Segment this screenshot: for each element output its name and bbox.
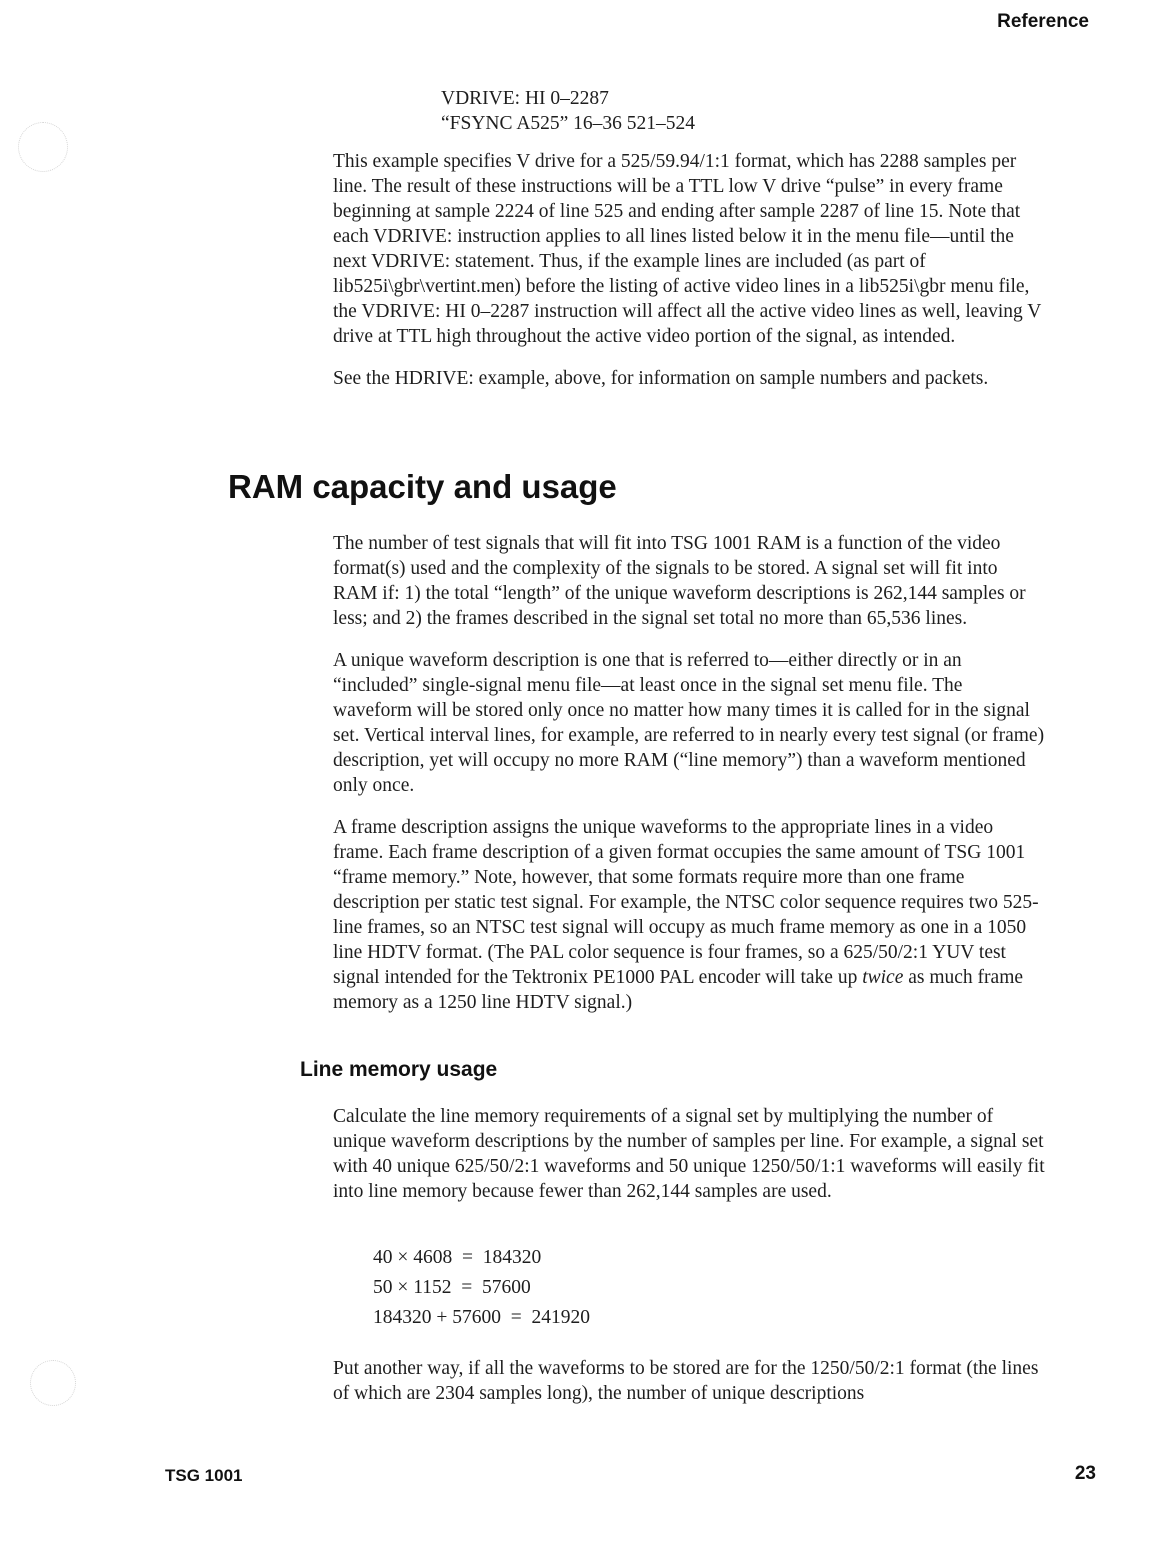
paragraph: A unique waveform description is one that is referred to—either directly or in an “included” single-signal menu file—at least once in the signal set menu file. The waveform will be stored only once no matter how many times it is called for in the signal set. Vertical interval lines, for example, are referred to in nearly every test signal (or frame) description, yet will occupy no more RAM (“line memory”) than a waveform mentioned only once. <box>333 650 1045 796</box>
text-run: as much frame memory as a 1250 line HDTV signal.) <box>333 967 1024 1013</box>
emphasis: twice <box>862 967 904 988</box>
scan-artifact <box>18 122 68 172</box>
code-line: “FSYNC A525” 16–36 521–524 <box>441 113 696 134</box>
code-line: VDRIVE: HI 0–2287 <box>441 88 609 109</box>
paragraph <box>333 815 1045 1015</box>
subsection-text <box>333 1104 1045 1204</box>
subsection-heading: Line memory usage <box>300 1058 498 1081</box>
scan-artifact <box>30 1360 76 1406</box>
code-example <box>441 86 695 136</box>
section-heading: RAM capacity and usage <box>228 468 617 505</box>
footer-product: TSG 1001 <box>165 1466 243 1485</box>
paragraph: Put another way, if all the waveforms to be stored are for the 1250/50/2:1 format (the lines of which are 2304 samples long), the number of unique descriptions <box>333 1358 1039 1404</box>
paragraph: See the HDRIVE: example, above, for information on sample numbers and packets. <box>333 368 989 389</box>
running-header: Reference <box>997 11 1089 32</box>
intro-text <box>333 149 1045 391</box>
paragraph: This example specifies V drive for a 525/59.94/1:1 format, which has 2288 samples per line. The result of these instructions will be a TTL low V drive “pulse” in every frame beginning at sample 2224 of line 525 and ending after sample 2287 of line 15. Note that each VDRIVE: instruction applies to all lines listed below it in the menu file—until the next VDRIVE: statement. Thus, if the example lines are included (as part of lib525i\gbr\vertint.men) before the listing of active video lines in a lib525i\gbr menu file, the VDRIVE: HI 0–2287 instruction will affect all the active video lines as well, leaving V drive at TTL high throughout the active video portion of the signal, as intended. <box>333 151 1041 347</box>
equation: 40 × 4608 = 184320 <box>373 1247 542 1268</box>
equation-block <box>373 1243 590 1333</box>
paragraph: Calculate the line memory requirements of a signal set by multiplying the number of unique waveform descriptions by the number of samples per line. For example, a signal set with 40 unique 625/50/2:1 waveforms and 50 unique 1250/50/1:1 waveforms will easily fit into line memory because fewer than 262,144 samples are used. <box>333 1106 1045 1202</box>
equation: 184320 + 57600 = 241920 <box>373 1307 590 1328</box>
paragraph: The number of test signals that will fit into TSG 1001 RAM is a function of the video format(s) used and the complexity of the signals to be stored. A signal set will fit into RAM if: 1) the total “length” of the unique waveform descriptions is 262,144 samples or less; and 2) the frames described in the signal set total no more than 65,536 lines. <box>333 533 1026 629</box>
text-run: A frame description assigns the unique waveforms to the appropriate lines in a video frame. Each frame description of a given format occupies the same amount of TSG 1001 “frame memory.” Note, however, that some formats require more than one frame description per static test signal. For example, the NTSC color sequence requires two 525-line frames, so an NTSC test signal will occupy as much frame memory as one in a 1050 line HDTV format. (The PAL color sequence is four frames, so a 625/50/2:1 YUV test signal intended for the Tektronix PE1000 PAL encoder will take up <box>333 817 1039 988</box>
closing-text <box>333 1356 1045 1406</box>
equation: 50 × 1152 = 57600 <box>373 1277 531 1298</box>
page-number: 23 <box>1074 1463 1096 1484</box>
section-text <box>333 531 1045 1015</box>
